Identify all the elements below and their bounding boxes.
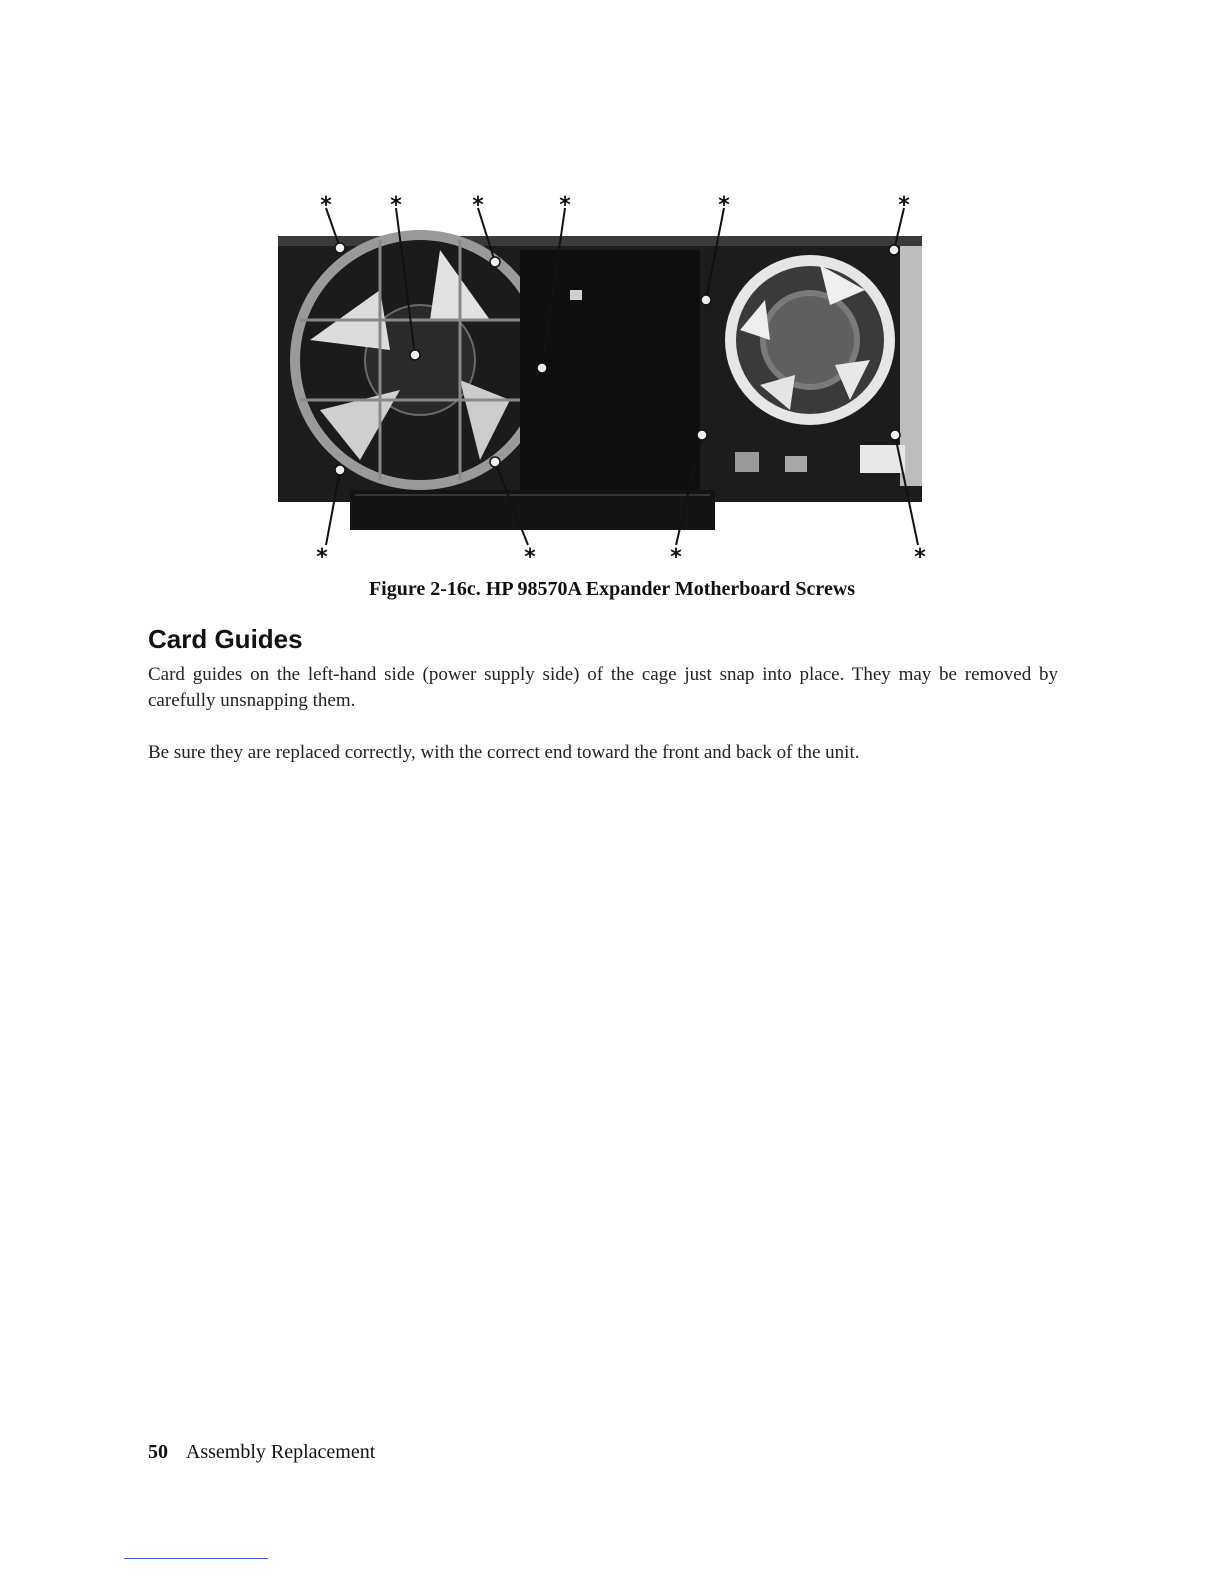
page-number: 50 [148,1441,168,1463]
screw-callout: * [316,545,328,570]
body-paragraph: Be sure they are replaced correctly, with the correct end toward the front and back of the unit. [148,742,860,763]
motherboard-figure [240,190,960,570]
screw-callout: * [898,193,910,218]
right-fan [725,255,895,425]
footer-rule [124,1558,268,1559]
screw-callout: * [718,193,730,218]
edge-connector [350,490,715,530]
screw-callout: * [559,193,571,218]
page-footer [148,1441,375,1464]
figure-caption: Figure 2-16c. HP 98570A Expander Motherboard Screws [368,578,856,600]
section-heading: Card Guides [148,624,303,654]
body-paragraph: Card guides on the left-hand side (power supply side) of the cage just snap into place. They may be removed by carefully unsnapping them. [148,664,1058,711]
motherboard-photo [240,190,960,570]
screw-callout: * [320,193,332,218]
screw-callout: * [670,545,682,570]
screw-callout: * [390,193,402,218]
screw-callout: * [524,545,536,570]
screw-callout: * [472,193,484,218]
footer-section-title: Assembly Replacement [185,1441,376,1463]
screw-callout: * [914,545,926,570]
left-fan [290,230,550,490]
